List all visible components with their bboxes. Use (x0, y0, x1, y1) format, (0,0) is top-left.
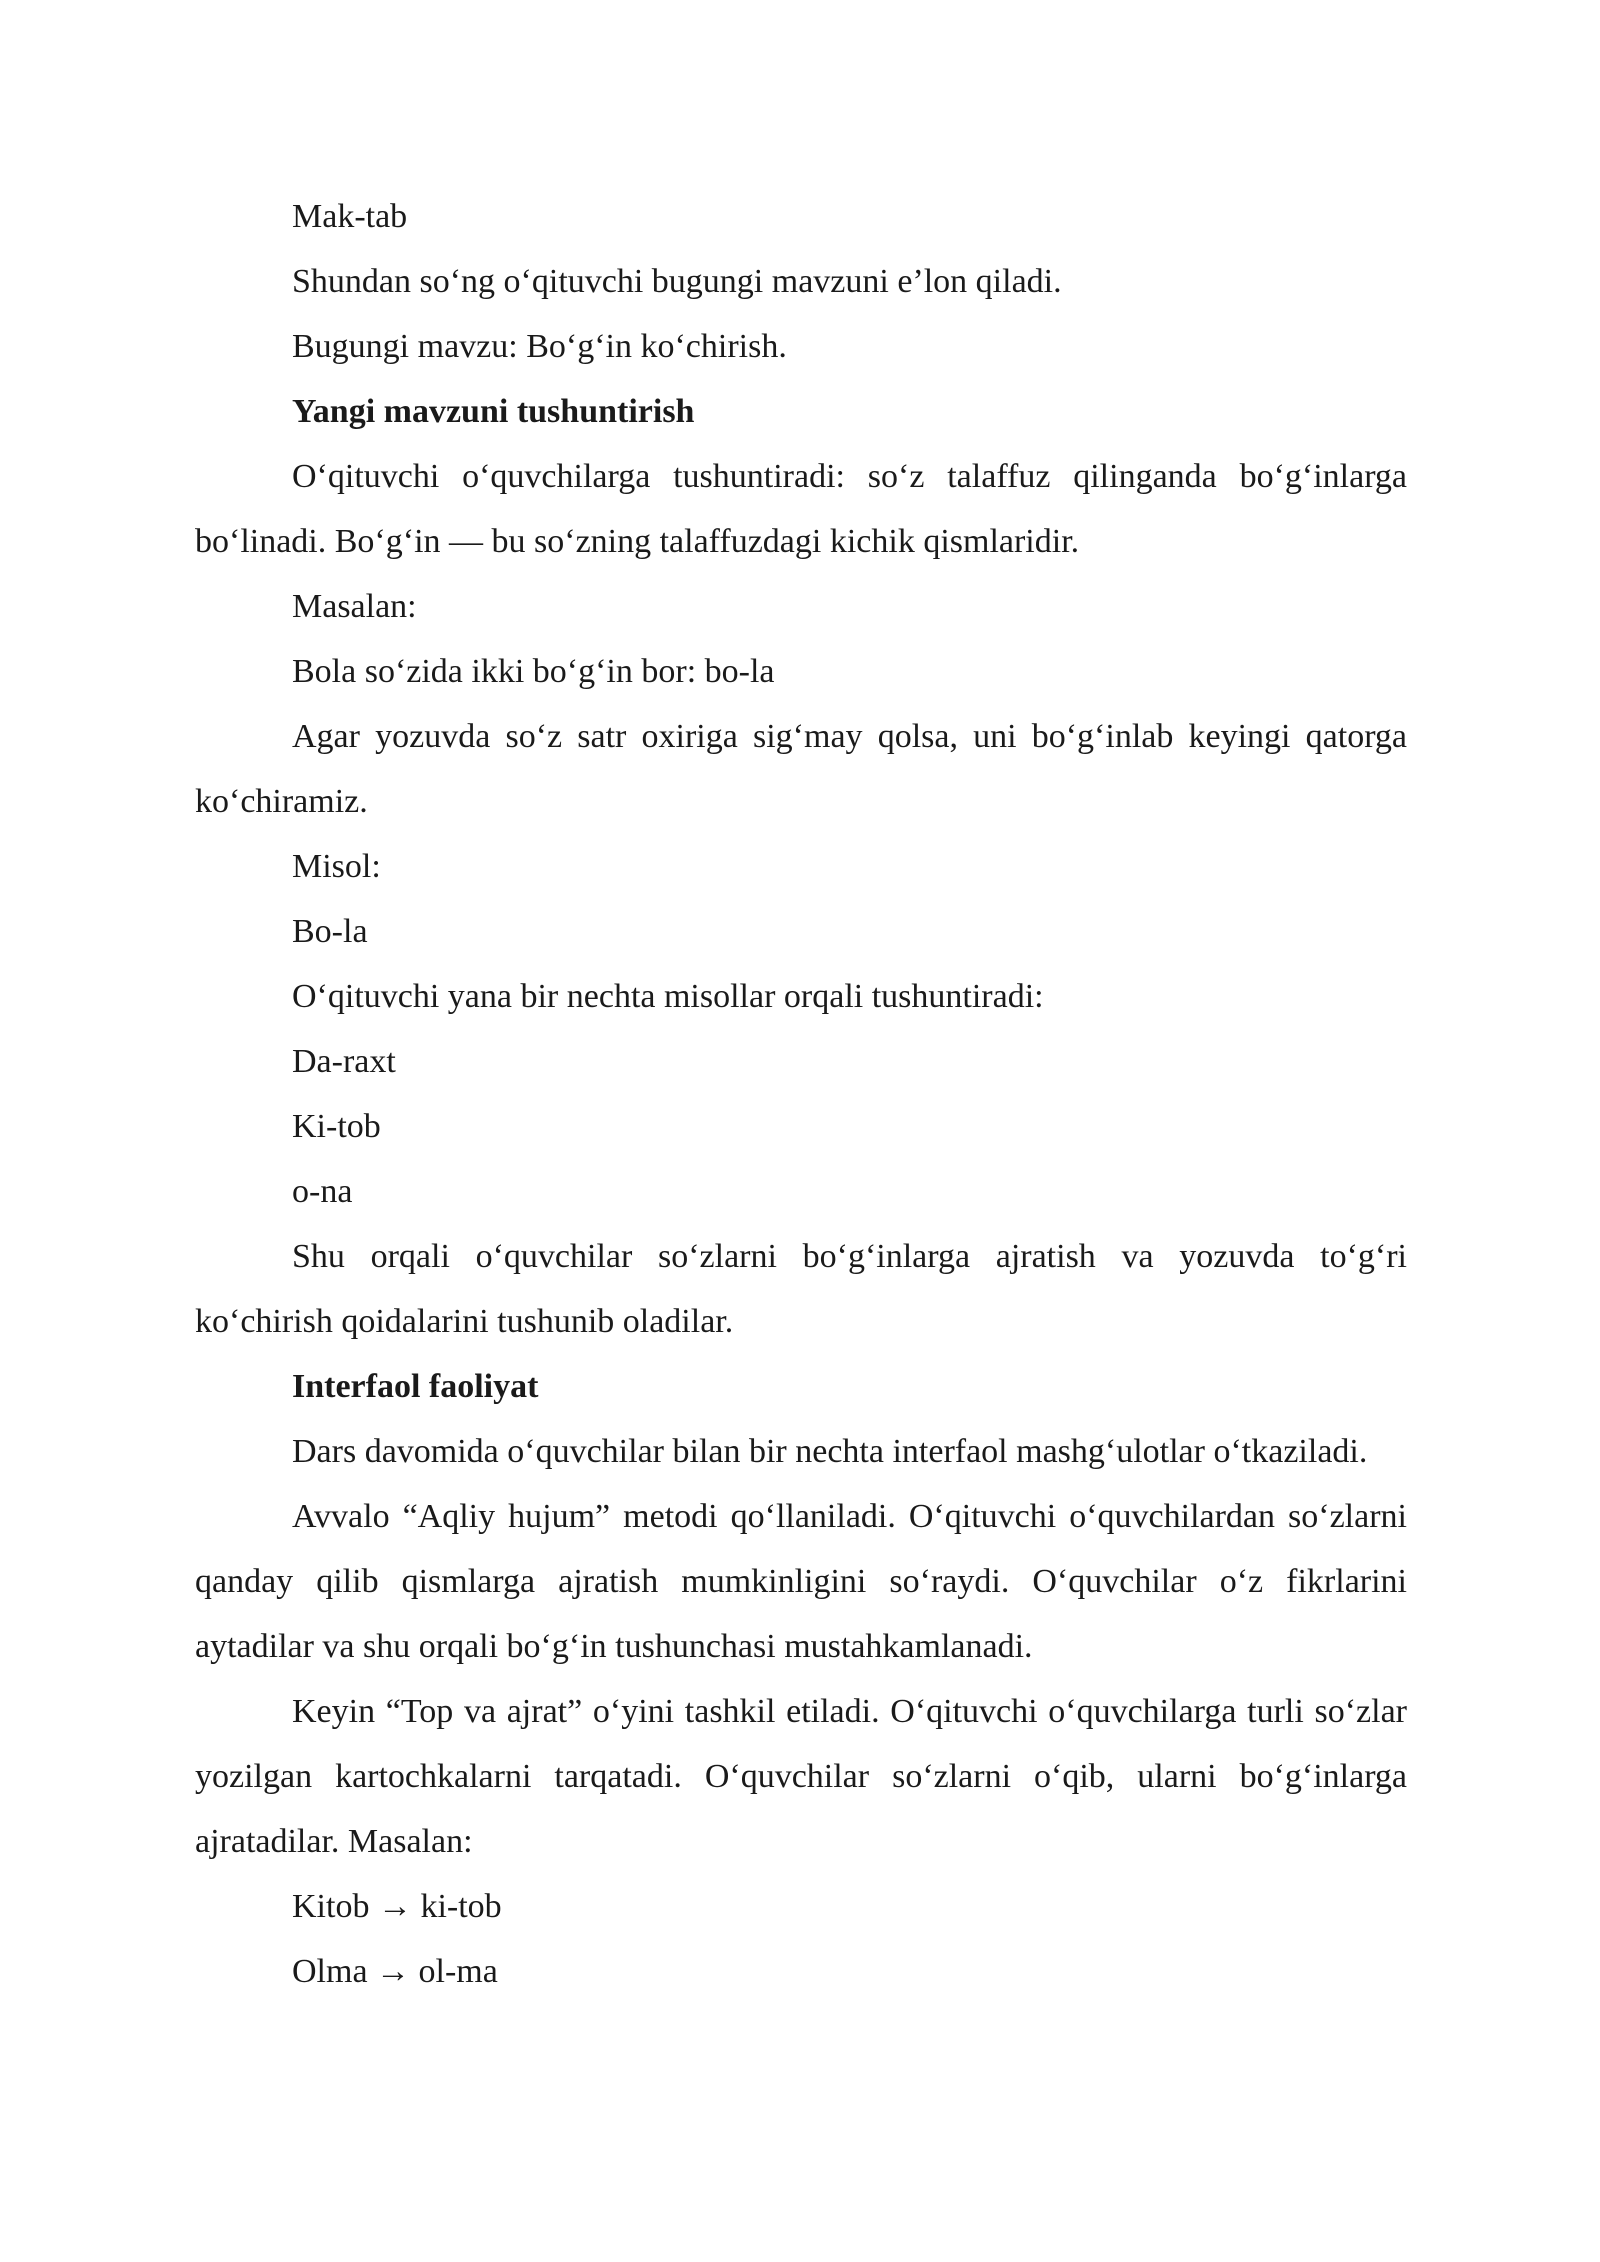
document-body (195, 184, 1407, 2004)
paragraph: Da-raxt (292, 1043, 396, 1080)
paragraph: Bugungi mavzu: Bo‘g‘in ko‘chirish. (292, 328, 787, 365)
paragraph: Kitob → ki-tob (292, 1888, 502, 1925)
paragraph: Avvalo “Aqliy hujum” metodi qo‘llaniladi. O‘qituvchi o‘quvchilardan so‘zlarni qanday qilib qismlarga ajratish mumkinligini so‘raydi. O‘quvchilar o‘z fikrlarini aytadilar va shu orqali bo‘g‘in tushunchasi mustahkamlanadi. (195, 1498, 1407, 1665)
paragraph: Olma → ol-ma (292, 1953, 498, 1990)
paragraph: Misol: (292, 848, 381, 885)
paragraph: Ki-tob (292, 1108, 381, 1145)
section-heading: Interfaol faoliyat (292, 1368, 539, 1405)
paragraph: Dars davomida o‘quvchilar bilan bir nechta interfaol mashg‘ulotlar o‘tkaziladi. (292, 1433, 1368, 1470)
section-heading: Yangi mavzuni tushuntirish (292, 393, 695, 430)
paragraph: Agar yozuvda so‘z satr oxiriga sig‘may qolsa, uni bo‘g‘inlab keyingi qatorga ko‘chiramiz. (195, 718, 1407, 820)
paragraph: Bola so‘zida ikki bo‘g‘in bor: bo-la (292, 653, 775, 690)
paragraph: Bo-la (292, 913, 368, 950)
paragraph: Shundan so‘ng o‘qituvchi bugungi mavzuni e’lon qiladi. (292, 263, 1062, 300)
paragraph: O‘qituvchi o‘quvchilarga tushuntiradi: so‘z talaffuz qilinganda bo‘g‘inlarga bo‘linadi. Bo‘g‘in — bu so‘zning talaffuzdagi kichik qismlaridir. (195, 458, 1407, 560)
paragraph: Shu orqali o‘quvchilar so‘zlarni bo‘g‘inlarga ajratish va yozuvda to‘g‘ri ko‘chirish qoidalarini tushunib oladilar. (195, 1238, 1407, 1340)
paragraph: Masalan: (292, 588, 417, 625)
paragraph: o-na (292, 1173, 353, 1210)
paragraph: Keyin “Top va ajrat” o‘yini tashkil etiladi. O‘qituvchi o‘quvchilarga turli so‘zlar yozilgan kartochkalarni tarqatadi. O‘quvchilar so‘zlarni o‘qib, ularni bo‘g‘inlarga ajratadilar. Masalan: (195, 1693, 1407, 1860)
paragraph: Mak-tab (292, 198, 408, 235)
paragraph: O‘qituvchi yana bir nechta misollar orqali tushuntiradi: (292, 978, 1044, 1015)
